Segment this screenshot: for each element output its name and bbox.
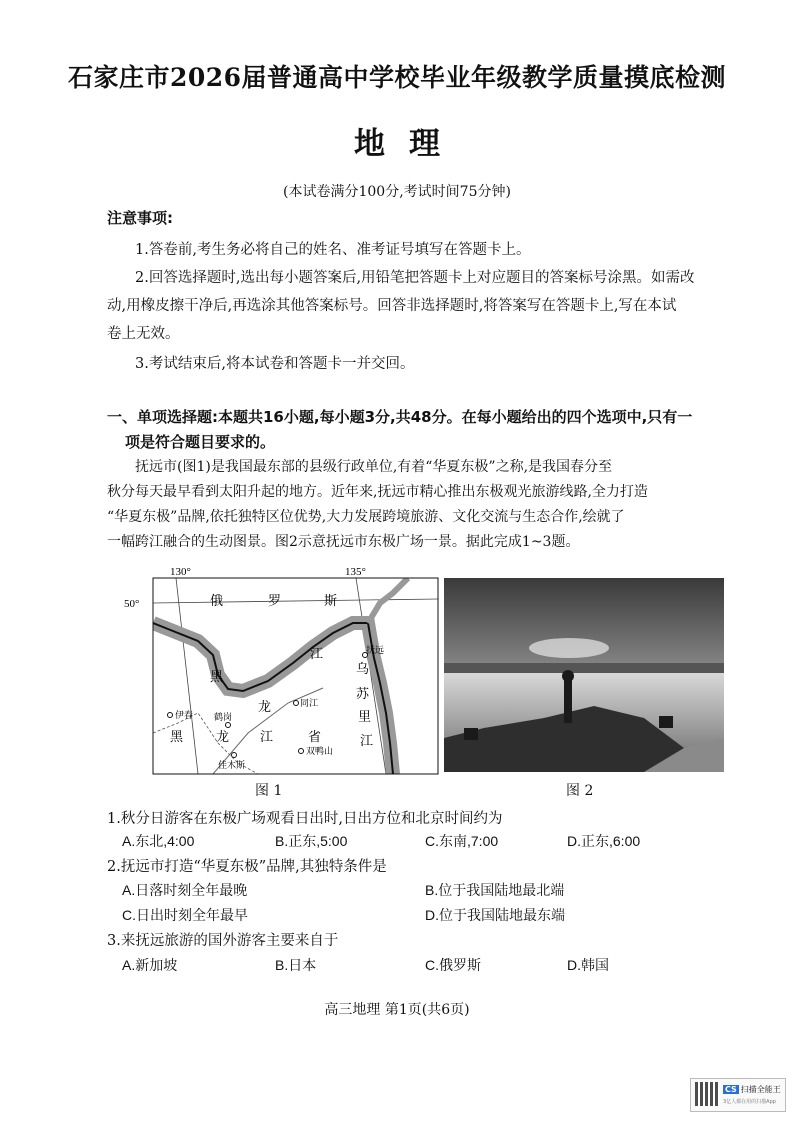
question-1-option-b: B.正东,5:00 bbox=[275, 833, 348, 849]
scanner-watermark bbox=[690, 1078, 786, 1112]
question-2-option-d: D.位于我国陆地最东端 bbox=[425, 907, 565, 923]
question-2-stem: 2.抚远市打造“华夏东极”品牌,其独特条件是 bbox=[107, 859, 387, 875]
city-jiamusi: 佳木斯 bbox=[218, 761, 246, 771]
city-dot-tongjiang bbox=[294, 701, 299, 706]
photo-figure bbox=[444, 578, 724, 772]
notice-item-1: 1.答卷前,考生务必将自己的姓名、准考证号填写在答题卡上。 bbox=[135, 242, 531, 258]
notice-item-2-line-1: 2.回答选择题时,选出每小题答案后,用铅笔把答题卡上对应题目的答案标号涂黑。如需改 bbox=[135, 270, 695, 286]
label-province-1: 黑 bbox=[170, 730, 184, 745]
notice-item-3: 3.考试结束后,将本试卷和答题卡一并交回。 bbox=[135, 356, 415, 372]
lon-label-130: 130° bbox=[170, 566, 191, 578]
question-1-option-d: D.正东,6:00 bbox=[567, 833, 641, 849]
city-dot-yichun bbox=[168, 713, 173, 718]
score-note: (本试卷满分100分,考试时间75分钟) bbox=[283, 184, 511, 200]
city-dot-jiamusi bbox=[232, 753, 237, 758]
lon-label-135: 135° bbox=[345, 566, 366, 578]
section-heading-line-1: 一、单项选择题:本题共16小题,每小题3分,共48分。在每小题给出的四个选项中,只有一 bbox=[107, 408, 693, 426]
label-heilong-3: 江 bbox=[310, 647, 324, 662]
passage-line-4: 一幅跨江融合的生动图景。图2示意抚远市东极广场一景。据此完成1~3题。 bbox=[107, 534, 580, 550]
scanner-subtext: 3亿人都在用的扫描App bbox=[723, 1099, 776, 1105]
photo-monument-top bbox=[562, 670, 574, 682]
question-1-option-c: C.东南,7:00 bbox=[425, 833, 499, 849]
lat-label-50: 50° bbox=[124, 598, 140, 610]
scanner-name-text: 扫描全能王 bbox=[740, 1085, 781, 1094]
figure-1-caption: 图 1 bbox=[255, 783, 283, 799]
notice-item-2-line-3: 卷上无效。 bbox=[107, 326, 180, 342]
map-figure bbox=[118, 563, 440, 775]
label-russia-3: 斯 bbox=[324, 594, 338, 609]
label-wusuli-3: 里 bbox=[358, 710, 372, 725]
section-heading-line-2: 项是符合题目要求的。 bbox=[125, 433, 276, 451]
city-dot-shuangyashan bbox=[299, 749, 304, 754]
city-shuangyashan: 双鸭山 bbox=[306, 747, 334, 757]
label-province-2: 龙 bbox=[216, 730, 230, 745]
question-1-option-a: A.东北,4:00 bbox=[122, 833, 195, 849]
photo-far-shore bbox=[444, 663, 724, 673]
question-3-option-a: A.新加坡 bbox=[122, 957, 178, 973]
figure-2-caption: 图 2 bbox=[566, 783, 594, 799]
subject-title: 地理 bbox=[354, 126, 464, 162]
photo-sun-glow bbox=[529, 638, 609, 658]
passage-line-1: 抚远市(图1)是我国最东部的县级行政单位,有着“华夏东极”之称,是我国春分至 bbox=[135, 459, 613, 475]
question-3-stem: 3.来抚远旅游的国外游客主要来自于 bbox=[107, 933, 339, 949]
label-heilong-1: 黑 bbox=[210, 670, 224, 685]
question-3-option-c: C.俄罗斯 bbox=[425, 957, 481, 973]
label-heilong-2: 龙 bbox=[258, 700, 272, 715]
question-3-option-b: B.日本 bbox=[275, 957, 317, 973]
label-province-4: 省 bbox=[308, 730, 322, 745]
question-1-stem: 1.秋分日游客在东极广场观看日出时,日出方位和北京时间约为 bbox=[107, 811, 503, 827]
scanner-name bbox=[723, 1084, 781, 1095]
label-russia-1: 俄 bbox=[210, 594, 224, 609]
label-russia-2: 罗 bbox=[268, 594, 282, 609]
photo-pavilion-left bbox=[464, 728, 478, 740]
notice-item-2-line-2: 动,用橡皮擦干净后,再选涂其他答案标号。回答非选择题时,将答案写在答题卡上,写在本试 bbox=[107, 298, 677, 314]
question-3-option-d: D.韩国 bbox=[567, 957, 609, 973]
city-tongjiang: 同江 bbox=[300, 699, 319, 709]
label-province-3: 江 bbox=[260, 730, 274, 745]
notice-heading: 注意事项: bbox=[107, 209, 173, 227]
exam-title: 石家庄市2026届普通高中学校毕业年级教学质量摸底检测 bbox=[67, 63, 727, 92]
question-2-option-a: A.日落时刻全年最晚 bbox=[122, 882, 248, 898]
passage-line-3: “华夏东极”品牌,依托独特区位优势,大力发展跨境旅游、文化交流与生态合作,绘就了 bbox=[107, 509, 625, 525]
question-2-option-c: C.日出时刻全年最早 bbox=[122, 907, 248, 923]
city-fuyuan: 抚远 bbox=[366, 646, 385, 656]
page-footer: 高三地理 第1页(共6页) bbox=[324, 1002, 470, 1018]
question-2-option-b: B.位于我国陆地最北端 bbox=[425, 882, 565, 898]
passage-line-2: 秋分每天最早看到太阳升起的地方。近年来,抚远市精心推出东极观光旅游线路,全力打造 bbox=[107, 484, 648, 500]
label-wusuli-1: 乌 bbox=[356, 662, 370, 677]
city-hegang: 鹤岗 bbox=[214, 713, 233, 723]
scanner-badge: CS bbox=[725, 1085, 737, 1094]
photo-pavilion-right bbox=[659, 716, 673, 728]
qr-code-icon bbox=[695, 1082, 719, 1106]
city-dot-hegang bbox=[226, 723, 231, 728]
city-yichun: 伊春 bbox=[175, 711, 194, 721]
label-wusuli-4: 江 bbox=[360, 734, 374, 749]
label-wusuli-2: 苏 bbox=[356, 687, 370, 702]
reading-passage bbox=[107, 455, 747, 555]
section-heading bbox=[107, 405, 747, 455]
